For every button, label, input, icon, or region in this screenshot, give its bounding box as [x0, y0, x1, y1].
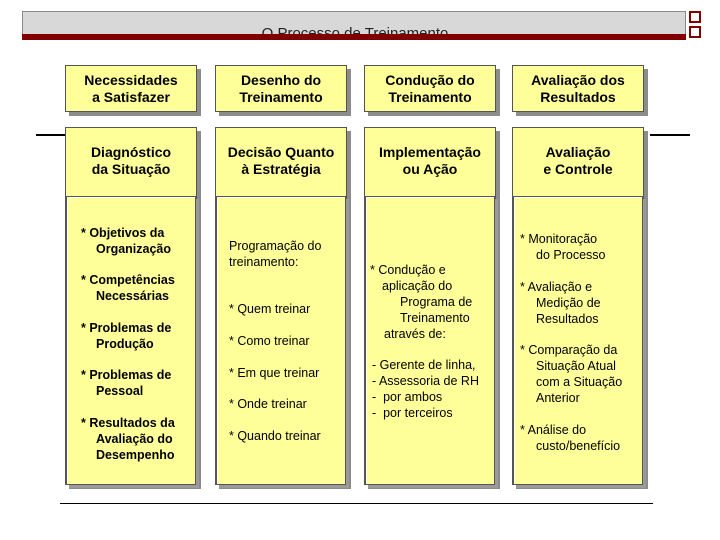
corner-square-bottom	[689, 26, 701, 38]
subheader-line: e Controle	[543, 161, 613, 177]
subheader-line: ou Ação	[402, 161, 458, 177]
item-line: * Quando treinar	[229, 429, 321, 443]
list-item	[229, 333, 310, 349]
panel-diagnosis-items	[66, 196, 196, 485]
item-line: Resultados	[536, 312, 599, 326]
subheader-strategy	[216, 144, 346, 178]
item-line: * Objetivos da	[81, 226, 165, 240]
subheader-line: à Estratégia	[241, 161, 321, 177]
item-line: * Avaliação e	[520, 280, 593, 294]
item-line: do Processo	[536, 248, 606, 262]
list-item	[520, 342, 622, 406]
subheader-implementation	[365, 144, 495, 178]
subheader-diagnosis	[66, 144, 196, 178]
item-line: * Comparação da	[520, 343, 618, 357]
panel-strategy-items	[216, 196, 346, 485]
item-line: * Análise do	[520, 423, 587, 437]
header-line: Treinamento	[388, 88, 472, 105]
list-item	[229, 365, 319, 381]
item-line: Treinamento	[400, 311, 470, 325]
list-item	[520, 279, 601, 327]
list-item	[81, 320, 171, 352]
subheader-line: Implementação	[379, 144, 481, 160]
list-item	[81, 367, 171, 399]
list-item	[520, 422, 620, 454]
list-item	[229, 301, 310, 317]
program-intro	[229, 238, 321, 270]
item-line: com a Situação	[536, 375, 623, 389]
panel-implementation-items	[365, 196, 495, 485]
item-line: Medição de	[536, 296, 601, 310]
list-item	[81, 272, 175, 304]
item-line: Desempenho	[96, 448, 175, 462]
header-line: Condução do	[385, 71, 475, 88]
header-line: Necessidades	[84, 71, 178, 88]
item-line: Programa de	[400, 295, 473, 309]
header-evaluation	[512, 65, 644, 112]
conduction-intro	[370, 262, 472, 342]
column-control	[512, 127, 644, 485]
right-connector-line	[650, 134, 690, 136]
agents-list	[372, 357, 479, 421]
item-line: * Onde treinar	[229, 397, 307, 411]
item-line: - Gerente de linha,	[372, 358, 476, 372]
header-needs	[65, 65, 197, 112]
subheader-line: Avaliação	[545, 144, 611, 160]
panel-control-items	[513, 196, 643, 485]
item-line: através de:	[384, 327, 446, 341]
header-line: Resultados	[540, 88, 616, 105]
list-item	[81, 225, 171, 257]
subheader-line: Diagnóstico	[90, 144, 172, 160]
item-line: * Monitoração	[520, 232, 598, 246]
item-line: Avaliação do	[96, 432, 173, 446]
left-connector-line	[36, 134, 66, 136]
column-strategy	[215, 127, 347, 485]
header-line: Treinamento	[239, 88, 323, 105]
item-line: * Competências	[81, 273, 175, 287]
header-conduction	[364, 65, 496, 112]
item-line: * Resultados da	[81, 416, 175, 430]
header-line: Desenho do	[240, 71, 322, 88]
item-line: Pessoal	[96, 384, 144, 398]
item-line: * Problemas de	[81, 368, 172, 382]
item-line: - Assessoria de RH	[372, 374, 479, 388]
item-line: * Em que treinar	[229, 366, 320, 380]
list-item	[229, 396, 307, 412]
header-line: Avaliação dos	[531, 71, 625, 88]
item-line: * Quem treinar	[229, 302, 311, 316]
header-line: a Satisfazer	[92, 88, 170, 105]
list-item	[229, 428, 321, 444]
item-line: Necessárias	[96, 289, 169, 303]
item-line: Organização	[96, 242, 172, 256]
subheader-control	[513, 144, 643, 178]
list-item	[81, 415, 175, 463]
item-line: Anterior	[536, 391, 580, 405]
item-line: treinamento:	[229, 255, 299, 269]
item-line: Situação Atual	[536, 359, 616, 373]
item-line: * Problemas de	[81, 321, 172, 335]
subheader-line: da Situação	[91, 161, 171, 177]
column-diagnosis	[65, 127, 197, 485]
item-line: Produção	[96, 337, 154, 351]
item-line: * Como treinar	[229, 334, 310, 348]
subheader-line: Decisão Quanto	[227, 144, 335, 160]
item-line: - por terceiros	[372, 406, 453, 420]
corner-square-top	[689, 11, 701, 23]
item-line: Programação do	[229, 239, 322, 253]
item-line: custo/benefício	[536, 439, 621, 453]
item-line: - por ambos	[372, 390, 443, 404]
item-line: * Condução e	[370, 263, 446, 277]
list-item	[520, 231, 605, 263]
column-implementation	[364, 127, 496, 485]
item-line: aplicação do	[382, 279, 453, 293]
header-design	[215, 65, 347, 112]
title-underline	[22, 34, 686, 40]
bottom-divider	[60, 503, 653, 504]
